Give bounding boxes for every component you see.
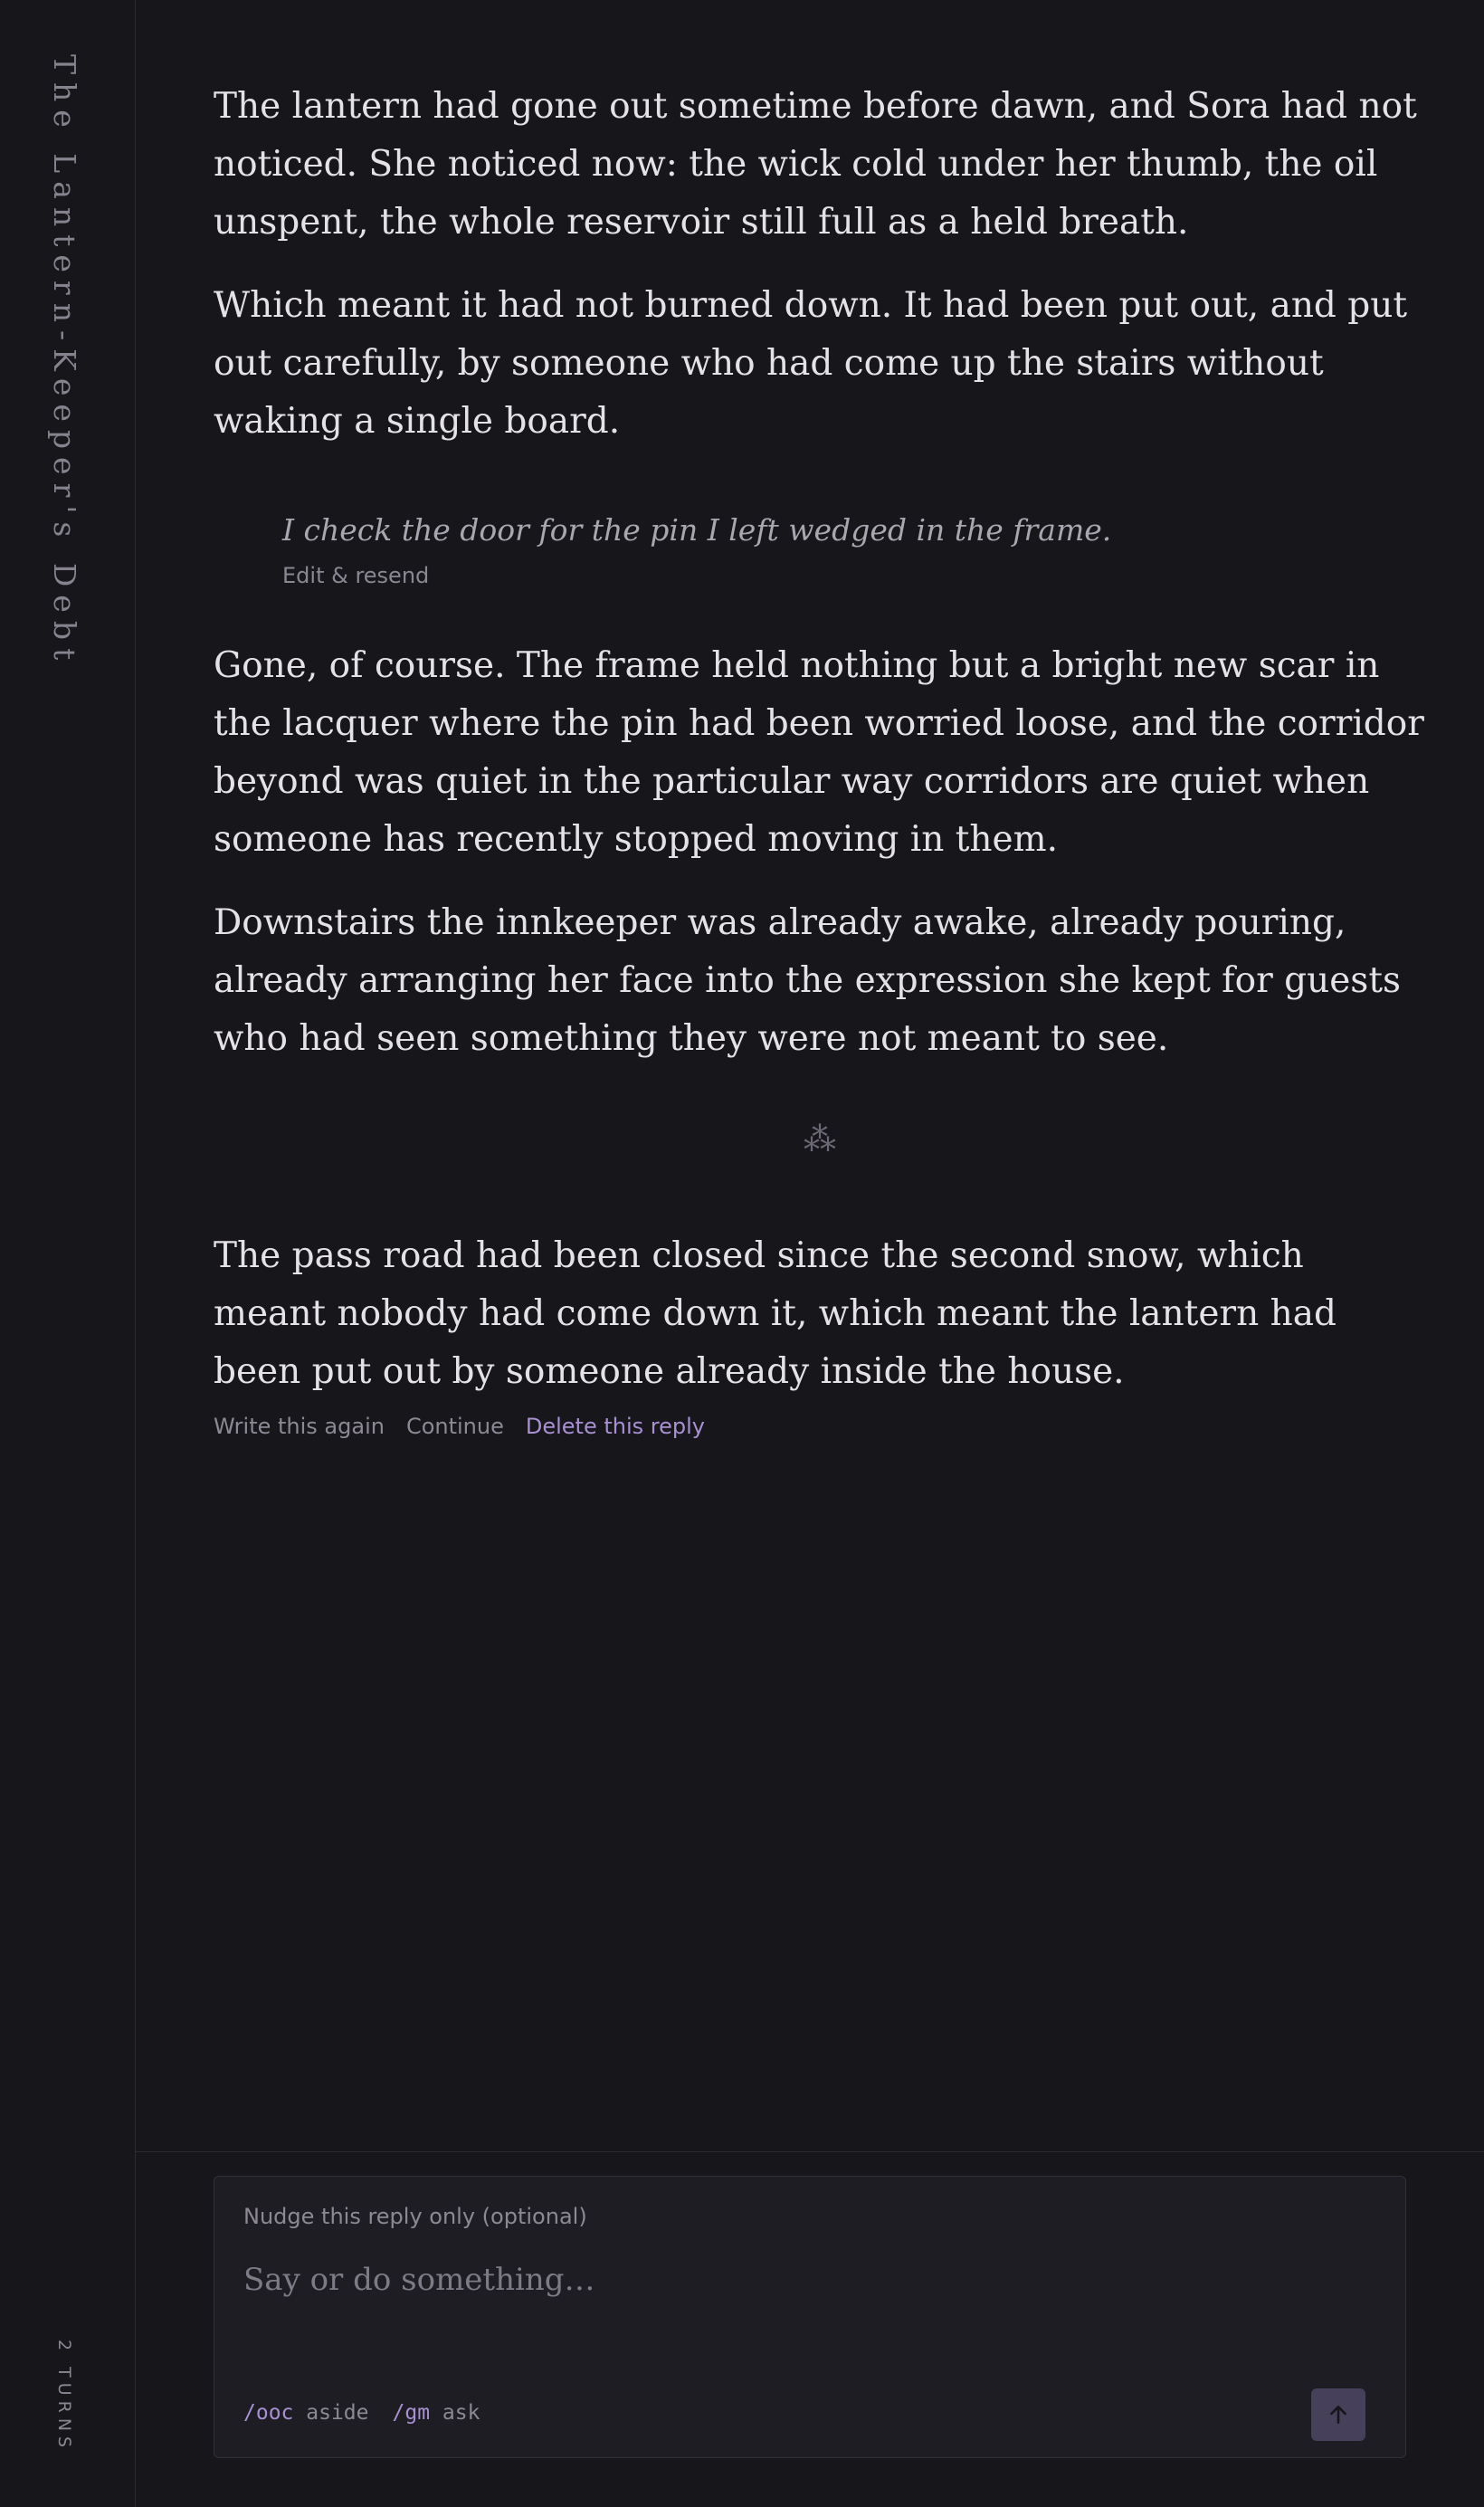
composer-input[interactable] xyxy=(243,2253,1375,2307)
composer-box[interactable] xyxy=(214,2176,1406,2458)
user-action-text: I check the door for the pin I left wedged in the frame. xyxy=(282,512,1112,548)
story-title: The Lantern-Keeper's Debt xyxy=(47,54,82,669)
nudge-label: Nudge this reply only (optional) xyxy=(243,2204,587,2229)
story-paragraph: The pass road had been closed since the second snow, which meant nobody had come down it, which meant the lantern had been put out by someone already inside the house. xyxy=(214,1235,1337,1392)
story-pane[interactable] xyxy=(136,0,1484,2151)
reply-actions xyxy=(214,1414,1426,1439)
continue-button[interactable]: Continue xyxy=(405,1414,504,1439)
user-turn xyxy=(282,509,1426,588)
write-again-button[interactable]: Write this again xyxy=(214,1414,385,1439)
sidebar xyxy=(0,0,136,2507)
turn-counter: 2 TURNS xyxy=(54,2339,74,2453)
ooc-hint: aside xyxy=(306,2401,369,2425)
gm-hint: ask xyxy=(442,2401,480,2425)
gm-command[interactable]: /gm xyxy=(392,2401,431,2425)
story-content xyxy=(214,78,1426,1439)
delete-reply-button[interactable]: Delete this reply xyxy=(525,1414,705,1439)
edit-resend-button[interactable]: Edit & resend xyxy=(282,563,430,588)
story-paragraph: Gone, of course. The frame held nothing but a bright new scar in the lacquer where the pin had been worried loose, and the corridor beyond was quiet in the particular way corridors are quiet when someone has recently stopped moving in them. xyxy=(214,645,1424,860)
arrow-up-icon xyxy=(1327,2403,1350,2426)
story-paragraph: The lantern had gone out sometime before dawn, and Sora had not noticed. She noticed now: the wick cold under her thumb, the oil unspent, the whole reservoir still full as a held breath. xyxy=(214,86,1417,243)
ooc-command[interactable]: /ooc xyxy=(243,2401,294,2425)
story-paragraph: Downstairs the innkeeper was already awake, already pouring, already arranging her face into the expression she kept for guests who had seen something they were not meant to see. xyxy=(214,902,1402,1059)
send-button[interactable] xyxy=(1311,2388,1365,2441)
story-paragraph: Which meant it had not burned down. It had been put out, and put out carefully, by someone who had come up the stairs without waking a single board. xyxy=(214,285,1408,442)
command-hints xyxy=(243,2401,480,2425)
section-divider: ⁂ xyxy=(804,1121,836,1158)
composer-area xyxy=(136,2151,1484,2507)
